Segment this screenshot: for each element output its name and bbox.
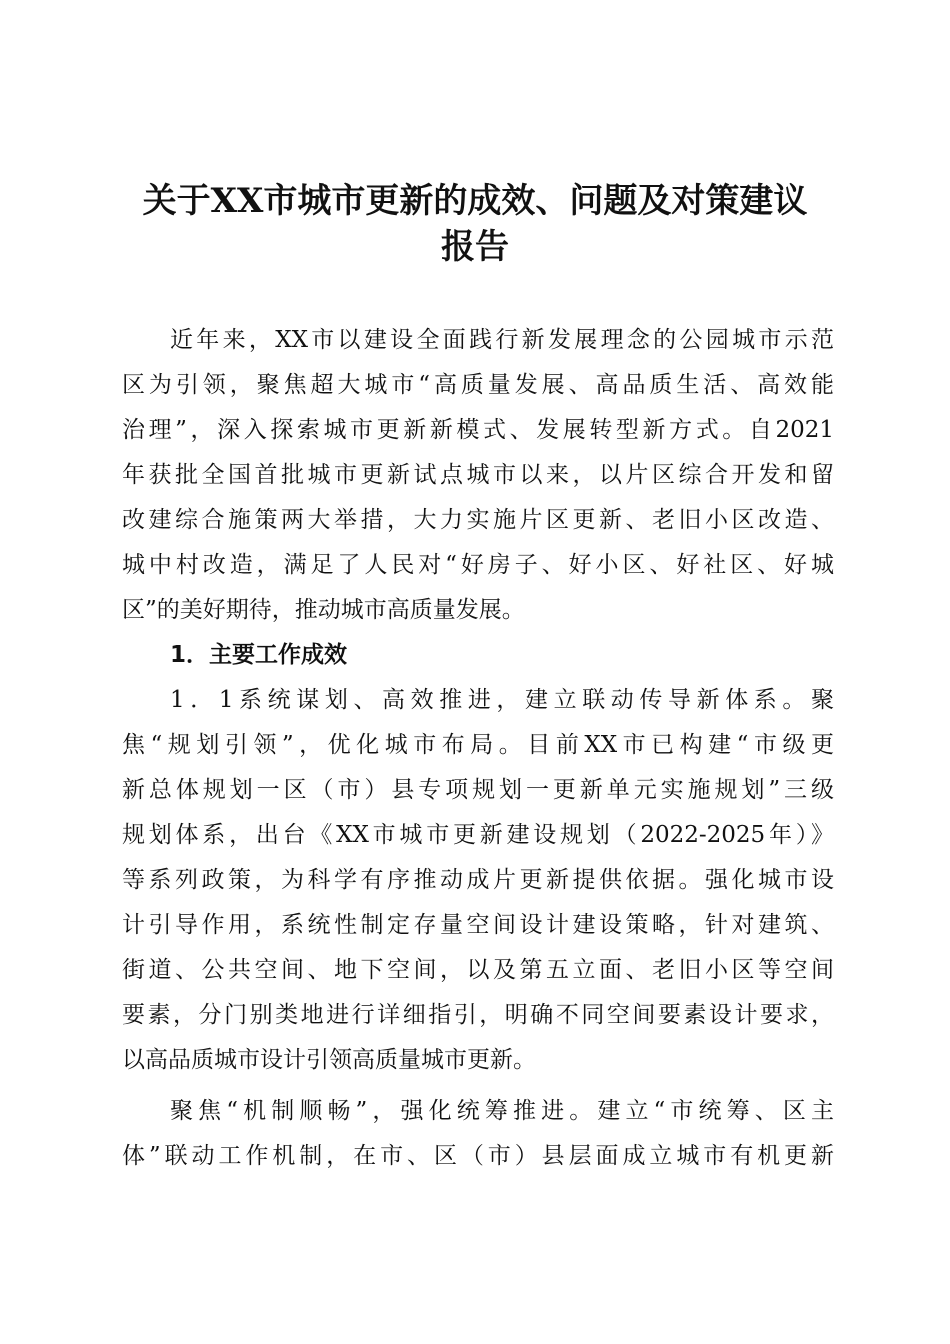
paragraph-line: 聚焦“机制顺畅”，强化统筹推进。建立“市统筹、区主: [170, 1098, 834, 1124]
paragraph-line: 年获批全国首批城市更新试点城市以来，以片区综合开发和留: [122, 462, 834, 488]
paragraph-line: 以高品质城市设计引领高质量城市更新。: [122, 1047, 536, 1073]
paragraph-line: 等系列政策，为科学有序推动成片更新提供依据。强化城市设: [122, 867, 834, 893]
paragraph-line: 区为引领，聚焦超大城市“高质量发展、高品质生活、高效能: [122, 372, 834, 398]
section-heading: [122, 633, 834, 678]
paragraph-line: 新总体规划一区（市）县专项规划一更新单元实施规划”三级: [122, 777, 834, 803]
title-line-1: 关于XX市城市更新的成效、问题及对策建议: [142, 181, 808, 221]
paragraph-line: 改建综合施策两大举措，大力实施片区更新、老旧小区改造、: [122, 507, 834, 533]
paragraph-1-1: [122, 678, 834, 1083]
paragraph-line: 街道、公共空间、地下空间，以及第五立面、老旧小区等空间: [122, 957, 834, 983]
paragraph-line: 规划体系，出台《XX市城市更新建设规划（2022-2025年）》: [122, 822, 834, 848]
paragraph-line: 焦“规划引领”，优化城市布局。目前XX市已构建“市级更: [122, 732, 834, 758]
paragraph-line: 近年来，XX市以建设全面践行新发展理念的公园城市示范: [170, 327, 834, 353]
paragraph-line: 城中村改造，满足了人民对“好房子、好小区、好社区、好城: [122, 552, 834, 578]
paragraph-line: 体”联动工作机制，在市、区（市）县层面成立城市有机更新: [122, 1143, 834, 1169]
document-title: [80, 178, 870, 270]
paragraph-intro: [122, 318, 834, 633]
paragraph-line: 计引导作用，系统性制定存量空间设计建设策略，针对建筑、: [122, 912, 834, 938]
paragraph-mechanism: [122, 1089, 834, 1179]
paragraph-line: 区”的美好期待，推动城市高质量发展。: [122, 597, 525, 623]
paragraph-line: 1．1系统谋划、高效推进，建立联动传导新体系。聚: [170, 687, 834, 713]
paragraph-line: 要素，分门别类地进行详细指引，明确不同空间要素设计要求，: [122, 1002, 834, 1028]
title-line-2: 报告: [441, 227, 509, 267]
document-body: [122, 318, 834, 1179]
paragraph-line: 治理”，深入探索城市更新新模式、发展转型新方式。自2021: [122, 417, 834, 443]
section-heading-text: 1．主要工作成效: [170, 642, 348, 668]
